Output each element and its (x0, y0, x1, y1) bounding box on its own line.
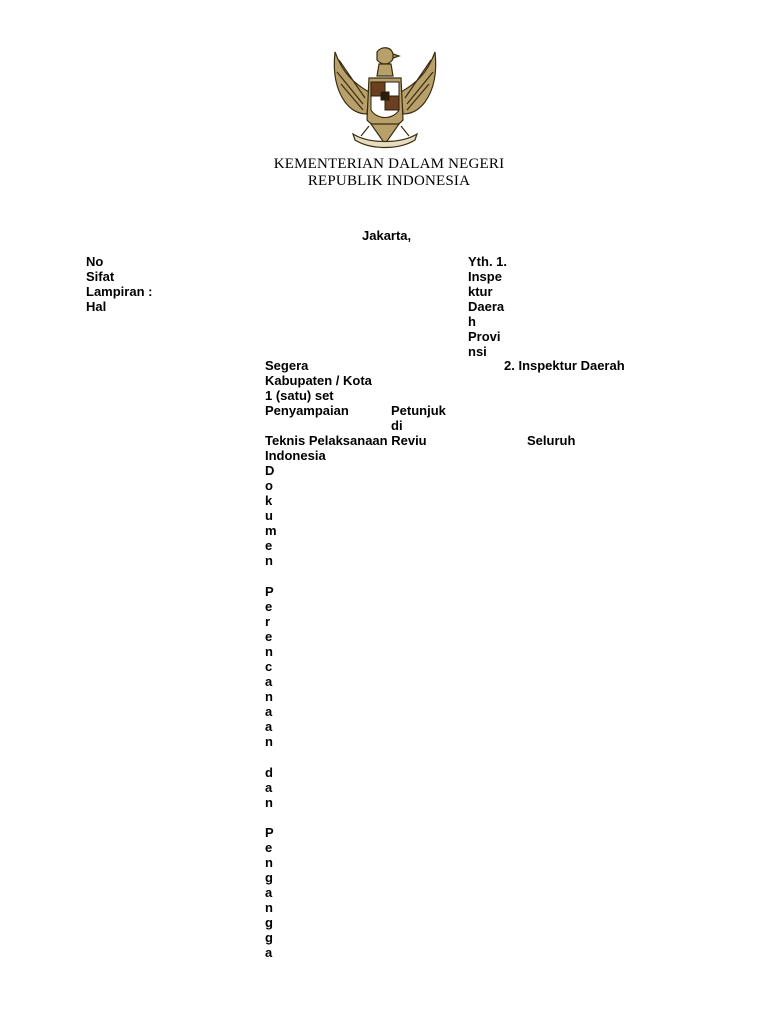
subject-letter: e (265, 538, 273, 553)
sifat-value: Segera (265, 358, 309, 373)
recipient-line: Daera (468, 299, 505, 314)
recipient-line: h (468, 314, 476, 329)
subject-letter: D (265, 463, 275, 478)
subject-letter: a (265, 674, 273, 689)
label-lampiran: Lampiran : (86, 284, 153, 299)
hal-word-2: Petunjuk (391, 403, 446, 418)
recipient-line: Provi (468, 329, 501, 344)
subject-letter: a (265, 885, 273, 900)
subject-letter: P (265, 825, 274, 840)
garuda-emblem-icon (325, 40, 445, 152)
subject-letter: m (265, 523, 277, 538)
hal-word-1: Penyampaian (265, 403, 349, 418)
subject-letter: u (265, 508, 273, 523)
subject-letter: r (265, 614, 271, 629)
label-hal: Hal (86, 299, 107, 314)
subject-letter: e (265, 629, 273, 644)
subject-letter: n (265, 734, 273, 749)
subject-letter: a (265, 945, 273, 960)
subject-letter: n (265, 553, 273, 568)
subject-word-perencanaan (265, 584, 274, 749)
subject-letter: g (265, 870, 273, 885)
place-date: Jakarta, (362, 228, 412, 243)
subject-letter: k (265, 493, 273, 508)
lampiran-value: 1 (satu) set (265, 388, 334, 403)
recipient-line: ktur (468, 284, 493, 299)
subject-letter: n (265, 689, 273, 704)
meta-labels (86, 254, 152, 314)
subject-letter: a (265, 704, 273, 719)
recipient-2: 2. Inspektur Daerah (504, 358, 625, 373)
recipient-indonesia: Indonesia (265, 448, 326, 463)
subject-letter: e (265, 840, 273, 855)
hal-word-2-continued: di (391, 418, 403, 433)
subject-word-dokumen (265, 463, 277, 568)
ministry-name: KEMENTERIAN DALAM NEGERI (273, 156, 505, 172)
hal-line-2: Teknis Pelaksanaan Reviu (265, 433, 427, 448)
recipient-line: Inspe (468, 269, 502, 284)
subject-letter: n (265, 855, 273, 870)
subject-letter: n (265, 795, 273, 810)
subject-letter: d (265, 765, 273, 780)
subject-letter: o (265, 478, 273, 493)
recipient-column (468, 254, 507, 359)
subject-letter: n (265, 644, 273, 659)
subject-word-dan (265, 765, 273, 810)
subject-word-pengangga (265, 825, 274, 960)
label-sifat: Sifat (86, 269, 115, 284)
recipient-seluruh: Seluruh (527, 433, 576, 448)
subject-letter: g (265, 915, 273, 930)
subject-letter: a (265, 719, 273, 734)
label-no: No (86, 254, 104, 269)
subject-letter: P (265, 584, 274, 599)
country-name: REPUBLIK INDONESIA (307, 173, 471, 189)
subject-letter: n (265, 900, 273, 915)
recipient-line: Yth. 1. (468, 254, 508, 269)
subject-letter: g (265, 930, 273, 945)
recipient-2-continued: Kabupaten / Kota (265, 373, 372, 388)
recipient-line: nsi (468, 344, 487, 359)
subject-letter: a (265, 780, 273, 795)
subject-letter: c (265, 659, 273, 674)
subject-letter: e (265, 599, 273, 614)
